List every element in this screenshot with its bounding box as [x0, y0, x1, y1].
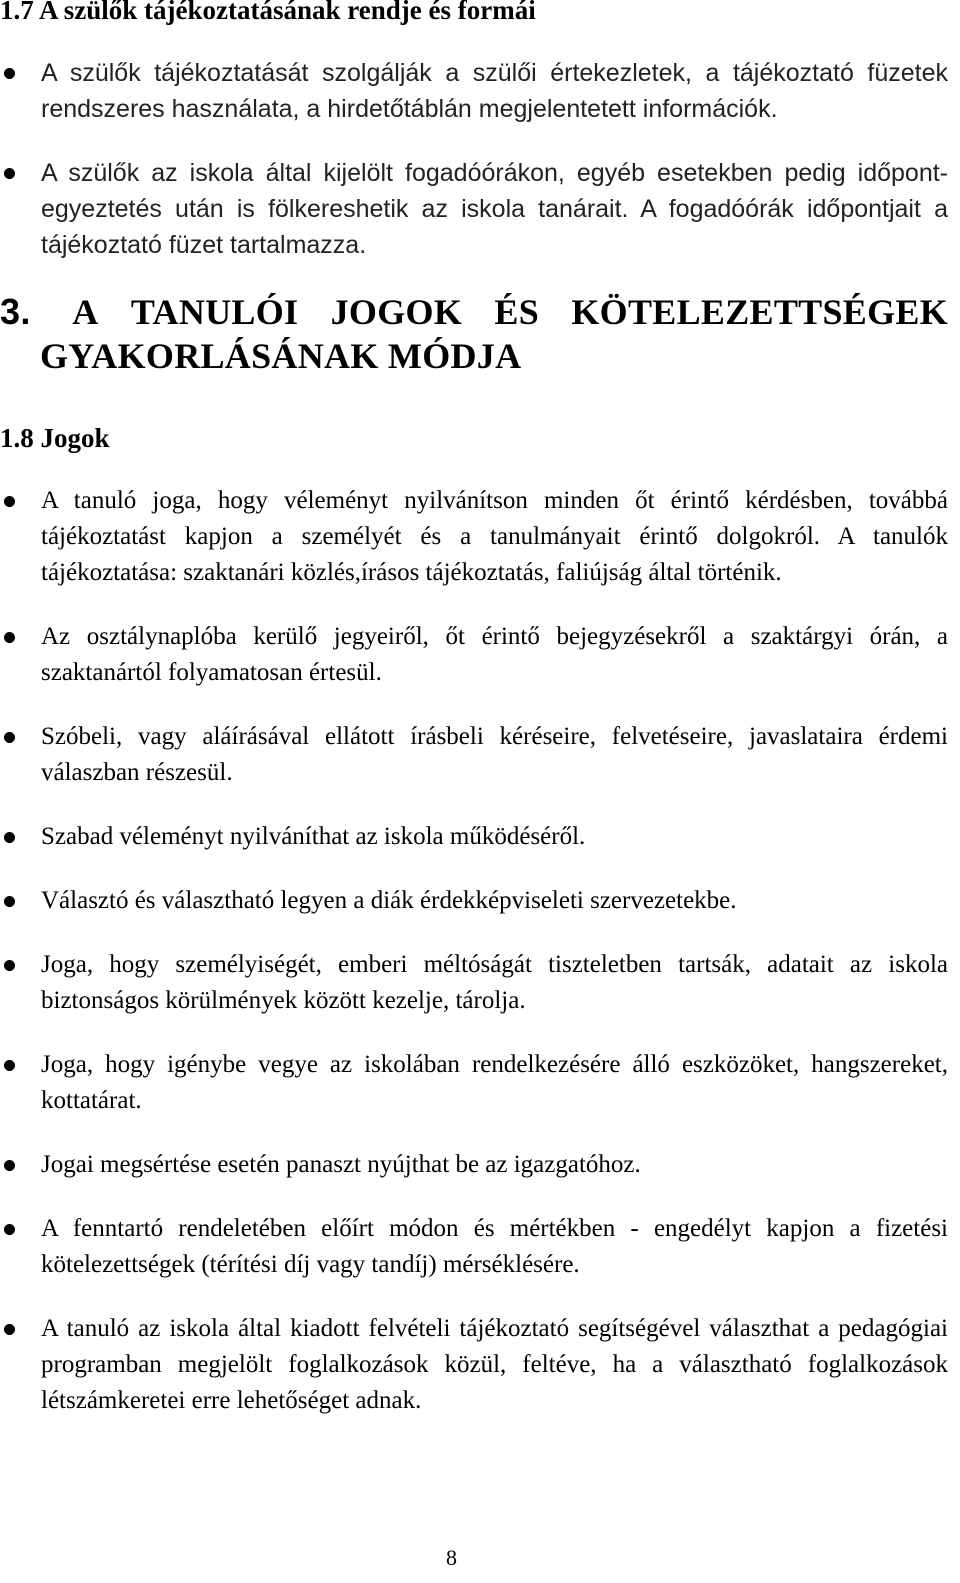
list-item: Joga, hogy igénybe vegye az iskolában rendelkezésére álló eszközöket, hangszereket, kottatárat.: [0, 1047, 948, 1119]
chapter-title-word: KÖTELEZETTSÉGEK: [571, 292, 948, 332]
bullet-icon: [4, 1224, 15, 1235]
bullet-icon: [4, 960, 15, 971]
chapter-title-3: [0, 290, 948, 378]
section-title-1-7: 1.7 A szülők tájékoztatásának rendje és formái: [0, 0, 536, 25]
list-item: Az osztálynaplóba kerülő jegyeiről, őt érintő bejegyzésekről a szaktárgyi órán, a szaktanártól folyamatosan értesül.: [0, 619, 948, 691]
list-item: A tanuló az iskola által kiadott felvételi tájékoztató segítségével választhat a pedagógiai programban megjelölt foglalkozások közül, feltéve, ha a választható foglalkozások létszámkeretei erre lehetőséget adnak.: [0, 1311, 948, 1419]
list-item: A szülők az iskola által kijelölt fogadóórákon, egyéb esetekben pedig időpont-egyeztetés után is fölkereshetik az iskola tanárait. A fogadóórák időpontjait a tájékoztató füzet tartalmazza.: [0, 155, 948, 263]
parent-information-list: [0, 55, 948, 263]
section-title-1-8: 1.8 Jogok: [0, 423, 110, 453]
list-item: A tanuló joga, hogy véleményt nyilvánítson minden őt érintő kérdésben, továbbá tájékoztatást kapjon a személyét és a tanulmányait érintő dolgokról. A tanulók tájékoztatása: szaktanári közlés,írásos tájékoztatás, faliújság által történik.: [0, 483, 948, 591]
bullet-icon: [4, 896, 15, 907]
bullet-icon: [4, 1160, 15, 1171]
list-item: Szabad véleményt nyilváníthat az iskola működéséről.: [0, 819, 948, 855]
bullet-icon: [4, 1324, 15, 1335]
list-item: Jogai megsértése esetén panaszt nyújthat be az igazgatóhoz.: [0, 1147, 948, 1183]
document-page: 1.7 A szülők tájékoztatásának rendje és formái A szülők tájékoztatását szolgálják a szülői értekezletek, a tájékoztató füzetek rendszeres használata, a hirdetőtáblán megjelentetett információk. A szülők az iskola által kijelölt fogadóórákon, egyéb esetekben pedig időpont-egyeztetés után is fölkereshetik az iskola tanárait. A fogadóórák időpontjait a tájékoztató füzet tartalmazza. 3. A TANULÓI JOGOK ÉS KÖTELEZETTSÉGEK GYAKORLÁSÁNAK MÓDJA 1.8 Jogok A tanuló joga, hogy véleményt nyilvánítson minden őt érintő kérdésben, továbbá tájékoztatást kapjon a személyét és a tanulmányait érintő dolgokról. A tanulók tájékoztatása: szaktanári közlés,írásos tájékoztatás, faliújság által történik. Az osztálynaplóba kerülő jegyeiről, őt érintő bejegyzésekről a szaktárgyi órán, a szaktanártól folyamatosan értesül. Szóbeli, vagy aláírásával ellátott írásbeli kéréseire, felvetéseire, javaslataira érdemi válaszban részesül. Szabad véleményt nyilváníthat az iskola működéséről. Választó és választható legyen a diák érdekképviseleti szervezetekbe. Joga, hogy személyiségét, emberi méltóságát tiszteletben tartsák, adatait az iskola biztonságos körülmények között kezelje, tárolja. Joga, hogy igénybe vegye az iskolában rendelkezésére álló eszközöket, hangszereket, kottatárat. Jogai megsértése esetén panaszt nyújthat be az igazgatóhoz. A fenntartó rendeletében előírt módon és mértékben - engedélyt kapjon a fizetési kötelezettségek (térítési díj vagy tandíj) mérséklésére. A tanuló az iskola által kiadott felvételi tájékoztató segítségével választhat a pedagógiai programban megjelölt foglalkozások közül, feltéve, ha a választható foglalkozások létszámkeretei erre lehetőséget adnak. 8: [0, 0, 960, 1583]
chapter-title-line-1: [0, 290, 948, 334]
bullet-icon: [4, 1060, 15, 1071]
list-item: A fenntartó rendeletében előírt módon és mértékben - engedélyt kapjon a fizetési kötelezettségek (térítési díj vagy tandíj) mérséklésére.: [0, 1211, 948, 1283]
list-item: Szóbeli, vagy aláírásával ellátott írásbeli kéréseire, felvetéseire, javaslataira érdemi válaszban részesül.: [0, 719, 948, 791]
list-item: A szülők tájékoztatását szolgálják a szülői értekezletek, a tájékoztató füzetek rendszeres használata, a hirdetőtáblán megjelentetett információk.: [0, 55, 948, 127]
list-item: Joga, hogy személyiségét, emberi méltóságát tiszteletben tartsák, adatait az iskola biztonságos körülmények között kezelje, tárolja.: [0, 947, 948, 1019]
chapter-title-word: TANULÓI: [130, 292, 299, 332]
student-rights-list: [0, 483, 948, 1419]
bullet-icon: [4, 496, 15, 507]
bullet-icon: [4, 68, 15, 79]
chapter-title-word: ÉS: [494, 292, 540, 332]
chapter-title-word: A: [72, 292, 99, 332]
bullet-icon: [4, 632, 15, 643]
bullet-icon: [4, 832, 15, 843]
chapter-title-word: JOGOK: [330, 292, 463, 332]
chapter-number: 3.: [0, 291, 31, 332]
bullet-icon: [4, 732, 15, 743]
list-item: Választó és választható legyen a diák érdekképviseleti szervezetekbe.: [0, 883, 948, 919]
bullet-icon: [4, 168, 15, 179]
chapter-title-line-2: GYAKORLÁSÁNAK MÓDJA: [40, 336, 522, 376]
